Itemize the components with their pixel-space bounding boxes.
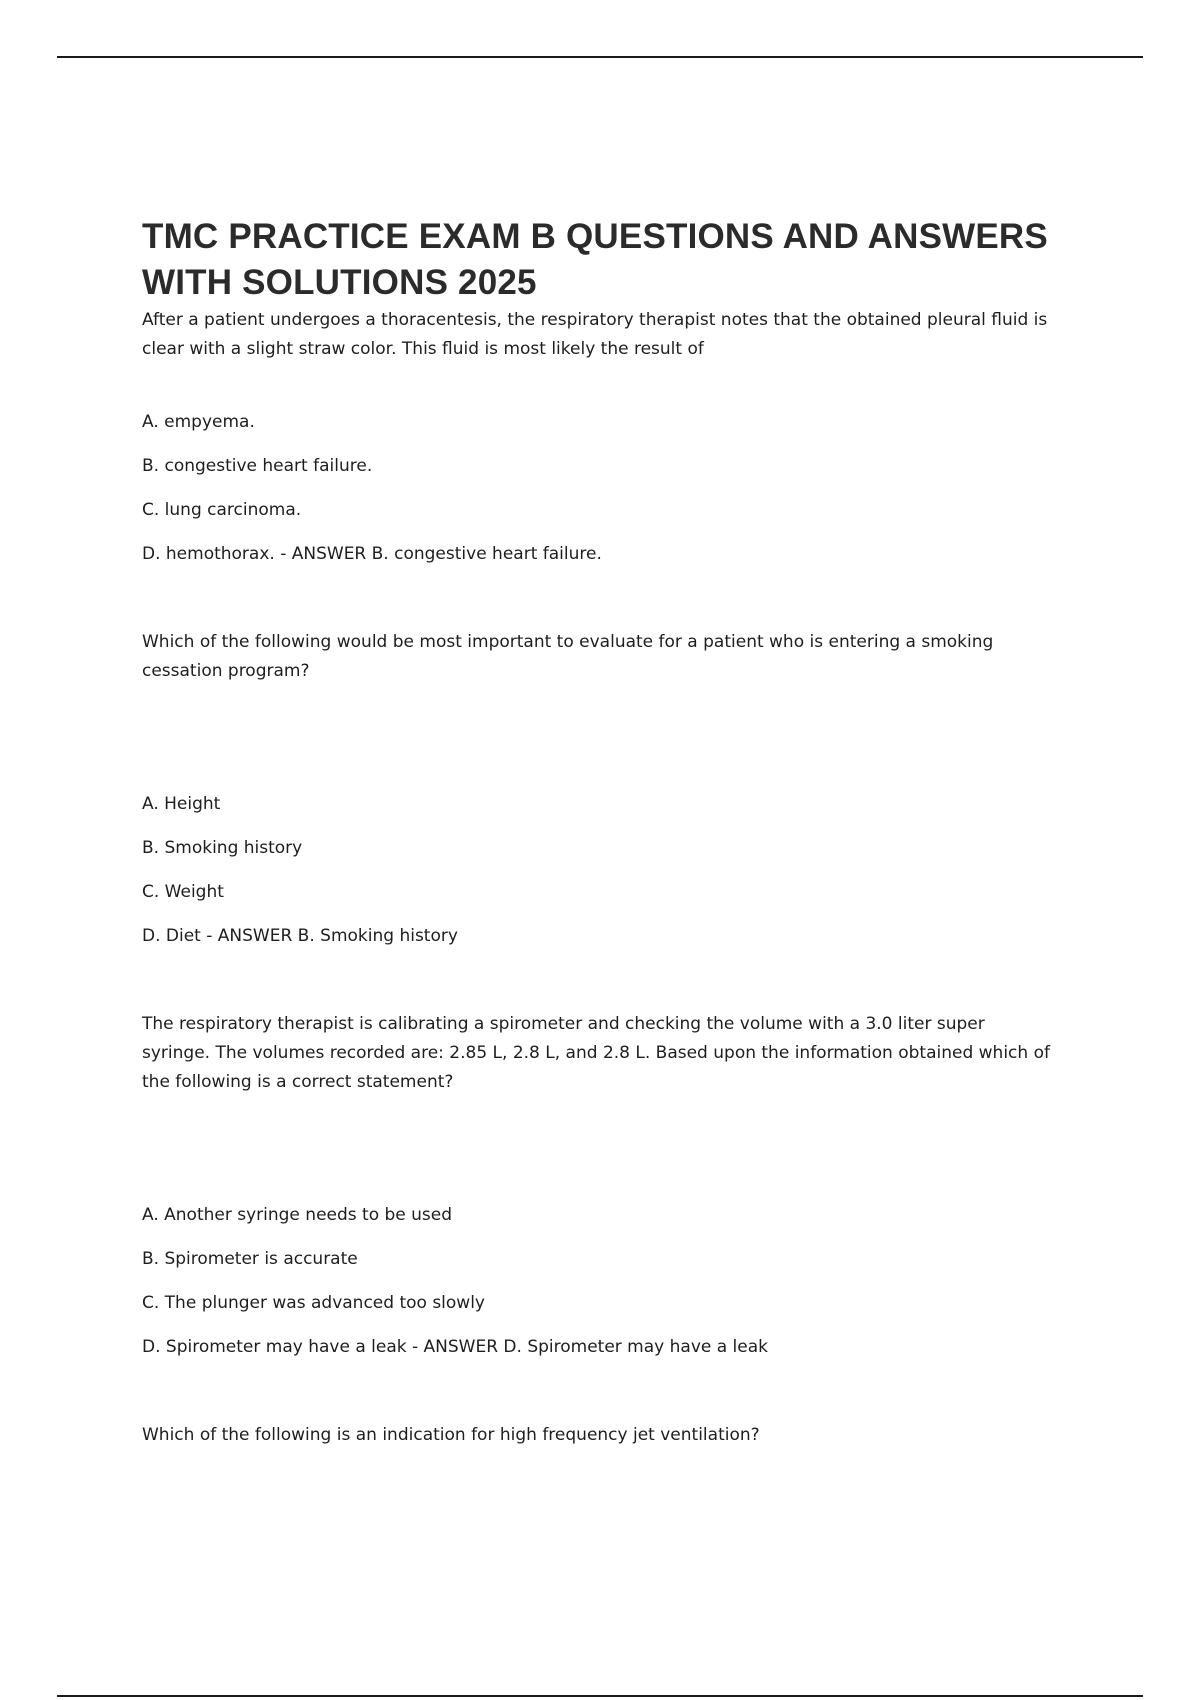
question-2-option-a: A. Height bbox=[142, 794, 221, 814]
question-2-text: Which of the following would be most important to evaluate for a patient who is entering a smoking cessation program? bbox=[142, 632, 994, 681]
document-body bbox=[142, 214, 1072, 1450]
document-title: TMC PRACTICE EXAM B QUESTIONS AND ANSWERS WITH SOLUTIONS 2025 bbox=[142, 217, 1048, 302]
question-1-option-d-answer: D. hemothorax. - ANSWER B. congestive heart failure. bbox=[142, 544, 602, 564]
question-1-option-a: A. empyema. bbox=[142, 412, 255, 432]
footer-rule bbox=[57, 1695, 1143, 1697]
question-1-option-b: B. congestive heart failure. bbox=[142, 456, 373, 476]
question-1-options bbox=[142, 408, 1072, 569]
question-3-text: The respiratory therapist is calibrating a spirometer and checking the volume with a 3.0 liter super syringe. The volumes recorded are: 2.85 L, 2.8 L, and 2.8 L. Based upon the information obtained which of the following is a correct statement? bbox=[142, 1014, 1050, 1092]
question-3-options bbox=[142, 1201, 1072, 1362]
question-3-option-a: A. Another syringe needs to be used bbox=[142, 1205, 453, 1225]
question-2-option-b: B. Smoking history bbox=[142, 838, 303, 858]
question-2-option-c: C. Weight bbox=[142, 882, 224, 902]
question-1-text: After a patient undergoes a thoracentesis, the respiratory therapist notes that the obtained pleural fluid is clear with a slight straw color. This fluid is most likely the result of bbox=[142, 310, 1048, 359]
question-3-option-b: B. Spirometer is accurate bbox=[142, 1249, 358, 1269]
header-rule bbox=[57, 56, 1143, 58]
question-3-option-d-answer: D. Spirometer may have a leak - ANSWER D. Spirometer may have a leak bbox=[142, 1337, 769, 1357]
question-1-option-c: C. lung carcinoma. bbox=[142, 500, 302, 520]
question-4-text: Which of the following is an indication for high frequency jet ventilation? bbox=[142, 1425, 760, 1445]
question-3-option-c: C. The plunger was advanced too slowly bbox=[142, 1293, 485, 1313]
question-2-option-d-answer: D. Diet - ANSWER B. Smoking history bbox=[142, 926, 458, 946]
question-2-options bbox=[142, 790, 1072, 951]
